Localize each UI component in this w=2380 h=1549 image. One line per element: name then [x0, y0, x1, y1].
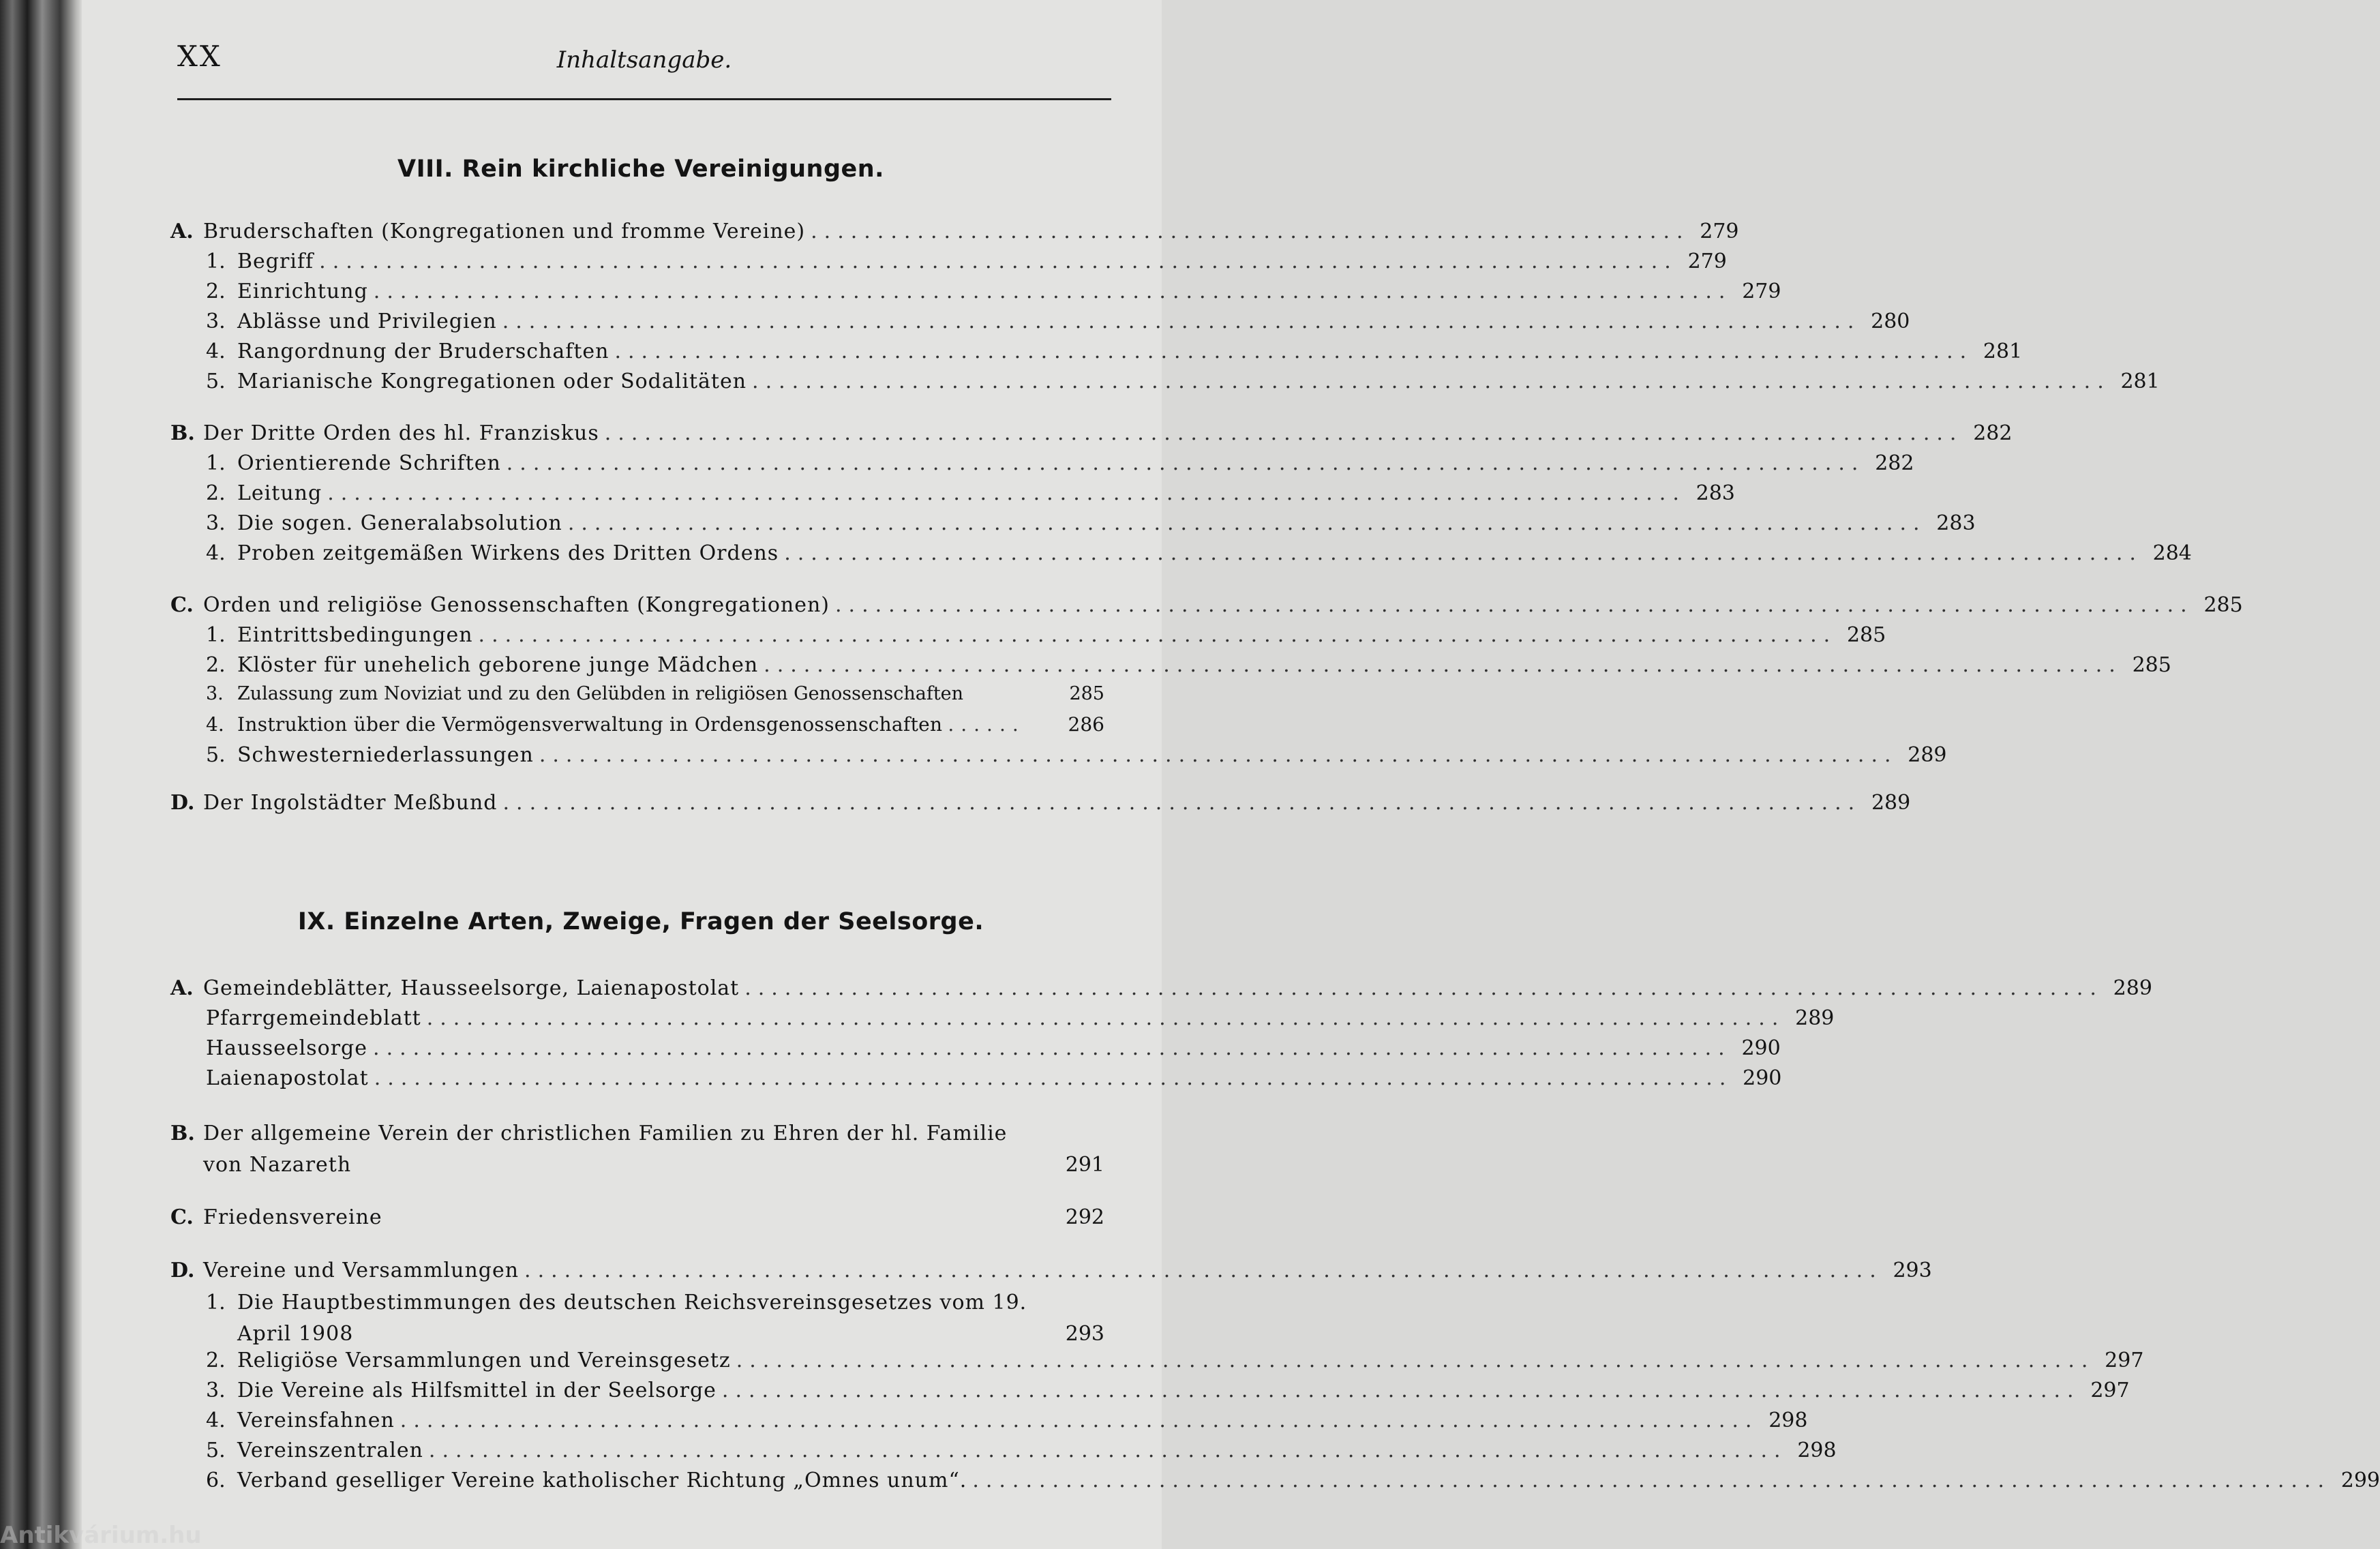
dot-leader: ...................................................................................................... [373, 280, 1732, 303]
dot-leader: ...................................................................................................... [478, 623, 1837, 647]
page-number: 289 [1871, 791, 1911, 815]
page-number: 299 [2340, 1469, 2380, 1492]
entry-title: Einrichtung [237, 280, 368, 303]
entry-label: B. [170, 1122, 195, 1145]
toc-entry[interactable] [206, 743, 1947, 767]
entry-title: Leitung [237, 481, 322, 505]
page-number: 282 [1973, 421, 2013, 445]
dot-leader: ...................................................................................................... [374, 1066, 1733, 1090]
entry-label: D. [170, 1259, 195, 1282]
entry-label: 1. [206, 451, 226, 475]
dot-leader: ...................................................................................................... [604, 421, 1963, 445]
page-number: 280 [1871, 310, 1910, 333]
document-page [82, 0, 2380, 1549]
entry-label: 5. [206, 743, 226, 767]
section-heading-viii: VIII. Rein kirchliche Vereinigungen. [397, 155, 884, 183]
entry-title: Die Hauptbestimmungen des deutschen Reichsvereinsgesetzes vom 19. April 1908 [237, 1291, 1027, 1346]
toc-entry[interactable] [170, 1259, 1932, 1282]
page-number: 293 [1065, 1322, 1104, 1346]
section-heading-ix: IX. Einzelne Arten, Zweige, Fragen der Seelsorge. [297, 908, 984, 935]
entry-title: Ablässe und Privilegien [237, 310, 497, 333]
page-number: 281 [1983, 340, 2023, 363]
entry-label: C. [170, 1205, 194, 1229]
dot-leader: ...................................................................................................... [428, 1439, 1788, 1462]
dot-leader: .................................................................. [811, 220, 1690, 243]
entry-title: Die sogen. Generalabsolution [237, 511, 562, 535]
entry-title: Bruderschaften (Kongregationen und fromme Vereine) [203, 220, 806, 243]
page-number: 285 [2132, 653, 2171, 677]
dot-leader: ...................................................................................................... [567, 511, 1927, 535]
toc-entry[interactable] [206, 1287, 1104, 1350]
toc-entry[interactable] [170, 976, 2152, 1000]
toc-entry[interactable] [206, 370, 2160, 393]
entry-title: Orientierende Schriften [237, 451, 501, 475]
entry-label: A. [170, 220, 194, 243]
dot-leader: ...................................................................................................... [721, 1379, 2081, 1402]
toc-entry[interactable] [206, 1379, 2130, 1402]
toc-entry[interactable] [206, 1349, 2144, 1372]
entry-title: Verband geselliger Vereine katholischer Richtung „Omnes unum“. [237, 1469, 967, 1492]
page-number: 283 [1696, 481, 1735, 505]
entry-label: 4. [206, 1409, 226, 1432]
dot-leader: ...................................................................................................... [752, 370, 2111, 393]
entry-title: Laienapostolat [206, 1066, 369, 1090]
entry-label: 5. [206, 370, 226, 393]
entry-label: C. [170, 593, 194, 617]
entry-label: B. [170, 421, 195, 445]
toc-entry[interactable] [206, 340, 2023, 363]
toc-entry[interactable] [170, 220, 1739, 243]
dot-leader: ...................................................................................................... [539, 743, 1898, 767]
entry-title: Der Dritte Orden des hl. Franziskus [203, 421, 599, 445]
entry-label: 4. [206, 541, 226, 565]
dot-leader: ...................................................................................................... [327, 481, 1686, 505]
entry-title: Rangordnung der Bruderschaften [237, 340, 609, 363]
dot-leader: ...................................................................................................... [426, 1006, 1786, 1030]
toc-entry[interactable] [206, 451, 1914, 475]
dot-leader: ...................................................................................................... [524, 1259, 1883, 1282]
page-number: 298 [1768, 1409, 1808, 1432]
toc-entry[interactable] [170, 593, 2243, 617]
toc-entry[interactable] [206, 481, 1735, 505]
entry-title: Marianische Kongregationen oder Sodalitäten [237, 370, 747, 393]
toc-entry[interactable] [206, 1469, 2380, 1492]
page-number: 292 [1065, 1205, 1104, 1229]
toc-entry[interactable] [170, 791, 1911, 815]
entry-title: Orden und religiöse Genossenschaften (Kongregationen) [203, 593, 830, 617]
entry-title: Die Vereine als Hilfsmittel in der Seelsorge [237, 1379, 717, 1402]
toc-entry[interactable] [206, 1066, 1782, 1090]
toc-entry[interactable] [206, 280, 1781, 303]
entry-label: 4. [206, 713, 224, 736]
dot-leader: ...................................................................................................... [744, 976, 2103, 1000]
entry-label: 2. [206, 280, 226, 303]
entry-label: 1. [206, 1291, 226, 1314]
page-number: 293 [1893, 1259, 1932, 1282]
entry-title: Begriff [237, 250, 314, 273]
page-number: 289 [1908, 743, 1947, 767]
dot-leader: ...................................................................................................... [319, 250, 1678, 273]
entry-label: 1. [206, 623, 226, 647]
entry-label: A. [170, 976, 194, 1000]
dot-leader: ...................................................................................................... [835, 593, 2194, 617]
toc-entry[interactable] [206, 623, 1886, 647]
page-number: 290 [1743, 1066, 1782, 1090]
entry-title: Gemeindeblätter, Hausseelsorge, Laienapostolat [203, 976, 740, 1000]
toc-entry[interactable] [206, 653, 2171, 677]
page-number: 285 [1846, 623, 1886, 647]
toc-entry[interactable] [206, 683, 1104, 704]
page-number: 291 [1065, 1153, 1104, 1177]
entry-title: Eintrittsbedingungen [237, 623, 473, 647]
toc-entry[interactable] [206, 1439, 1837, 1462]
running-title: Inhaltsangabe. [556, 46, 732, 74]
entry-label: 3. [206, 1379, 226, 1402]
page-number: 279 [1700, 220, 1739, 243]
dot-leader: ...................................................................................................... [400, 1409, 1759, 1432]
entry-title: Pfarrgemeindeblatt [206, 1006, 421, 1030]
page-number: 289 [2113, 976, 2152, 1000]
dot-leader: ...... [948, 713, 1025, 736]
toc-entry[interactable] [206, 310, 1910, 333]
entry-title: Klöster für unehelich geborene junge Mädchen [237, 653, 759, 677]
entry-title: Der allgemeine Verein der christlichen Familien zu Ehren der hl. Familie von Nazareth [203, 1122, 1008, 1177]
entry-title: Friedensvereine [203, 1205, 382, 1229]
entry-title: Vereinszentralen [237, 1439, 423, 1462]
toc-entry[interactable] [170, 421, 2013, 445]
page-number: 282 [1875, 451, 1914, 475]
entry-label: 3. [206, 511, 226, 535]
dot-leader: ...................................................................................................... [373, 1036, 1732, 1060]
dot-leader: ...................................................................................................... [502, 310, 1861, 333]
entry-title: Der Ingolstädter Meßbund [203, 791, 498, 815]
entry-label: 3. [206, 310, 226, 333]
entry-label: 6. [206, 1469, 226, 1492]
page-folio: XX [177, 40, 222, 73]
page-number: 297 [2105, 1349, 2144, 1372]
page-number: 279 [1742, 280, 1781, 303]
entry-title: Proben zeitgemäßen Wirkens des Dritten Ordens [237, 541, 779, 565]
toc-entry[interactable] [206, 511, 1976, 535]
entry-label: 1. [206, 250, 226, 273]
page-number: 279 [1687, 250, 1727, 273]
entry-title: Instruktion über die Vermögensverwaltung in Ordensgenossenschaften [237, 713, 943, 736]
toc-entry[interactable] [206, 1409, 1808, 1432]
dot-leader: ...................................................................................................... [614, 340, 1974, 363]
entry-label: 2. [206, 653, 226, 677]
dot-leader: ...................................................................................................... [764, 653, 2122, 677]
entry-title: Zulassung zum Noviziat und zu den Gelübden in religiösen Genossenschaften [237, 683, 964, 704]
toc-entry[interactable] [206, 1006, 1835, 1030]
entry-label: 4. [206, 340, 226, 363]
book-binding-edge [0, 0, 82, 1549]
toc-entry[interactable] [206, 250, 1727, 273]
page-number: 285 [2203, 593, 2243, 617]
page-number: 283 [1936, 511, 1976, 535]
entry-label: 3. [206, 683, 224, 704]
toc-entry[interactable] [170, 1205, 1104, 1229]
page-number: 281 [2120, 370, 2160, 393]
watermark: Antikvárium.hu [0, 1522, 202, 1549]
toc-entry[interactable] [206, 541, 2192, 565]
entry-label: 2. [206, 1349, 226, 1372]
dot-leader: ...................................................................................................... [972, 1469, 2331, 1492]
entry-title: Schwesterniederlassungen [237, 743, 534, 767]
page-number: 290 [1741, 1036, 1781, 1060]
entry-title: Vereinsfahnen [237, 1409, 395, 1432]
page-number: 298 [1797, 1439, 1837, 1462]
dot-leader: ...................................................................................................... [502, 791, 1862, 815]
page-number: 284 [2152, 541, 2192, 565]
entry-label: 2. [206, 481, 226, 505]
toc-entry[interactable] [206, 713, 1104, 736]
dot-leader: ...................................................................................................... [784, 541, 2143, 565]
entry-label: 5. [206, 1439, 226, 1462]
page-number: 285 [1069, 683, 1104, 704]
page-number: 297 [2090, 1379, 2130, 1402]
entry-title: Hausseelsorge [206, 1036, 368, 1060]
entry-title: Vereine und Versammlungen [203, 1259, 519, 1282]
dot-leader: ...................................................................................................... [736, 1349, 2095, 1372]
page-header [177, 40, 1111, 100]
page-number: 289 [1795, 1006, 1835, 1030]
dot-leader: ...................................................................................................... [506, 451, 1865, 475]
toc-entry[interactable] [170, 1118, 1104, 1181]
entry-label: D. [170, 791, 195, 815]
page-number: 286 [1068, 713, 1104, 736]
entry-title: Religiöse Versammlungen und Vereinsgesetz [237, 1349, 731, 1372]
toc-entry[interactable] [206, 1036, 1781, 1060]
